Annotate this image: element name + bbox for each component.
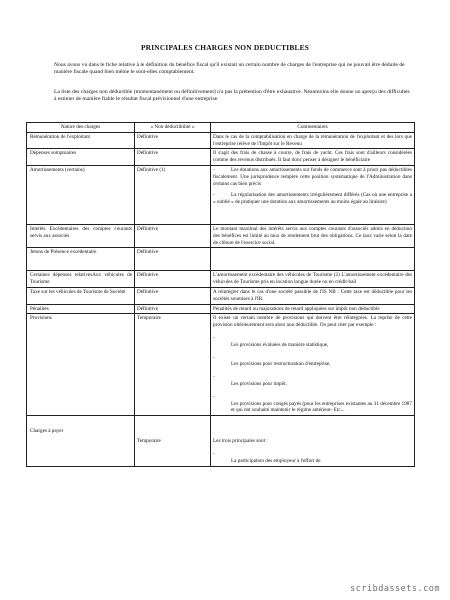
charges-table	[26, 122, 415, 467]
comment-item-text: La régularisation des amortissements irrégulièrement différés (Cas où une entreprise a « oublié » de pratiquer une dotation aux amortissements au moins égale au linéaire)	[213, 192, 412, 206]
row-comment: Il s'agit des frais de chasse à courre, de frais de yacht. Ces frais sont d'ailleurs considérées comme des revenus distribués. Il faut donc penser à désigner le bénéficiaire	[211, 149, 415, 166]
comment-item-text: Les provisions pour congés payés (pour les entreprises existantes au 31 décembre 1987 et qui ont souhaité maintenir le régime antérieur- Etc...	[231, 400, 412, 414]
header-type: « Non déductibilité »	[135, 123, 211, 133]
dash-bullet: -	[213, 450, 215, 457]
row-type: Définitive	[135, 271, 211, 288]
row-comment	[211, 314, 415, 416]
dash-bullet: -	[213, 374, 215, 381]
comment-intro: Il existe un certain nombre de provisions qui doivent être réintégrées. La reprise de cette provision ultérieurement sera alors non déductible. On peut citer par exemple :	[213, 315, 412, 329]
row-comment: Dans le cas de la comptabilisation en charge de la rémunération de l'exploitant et des lors que l'entreprise relève de l'Impôt sur le Revenu	[211, 132, 415, 149]
comment-item	[213, 192, 412, 206]
dash-bullet: -	[213, 393, 215, 400]
row-comment	[211, 416, 415, 466]
row-comment: Le montant maximal des intérêts servis aux comptes courants d'associés admis en déduction des bénéfices est limité au taux de rendement brut des obligations. Ce taux varie selon la date de clôture de l'exercice social.	[211, 224, 415, 247]
row-nature: Intérêts Excédentaires des comptes courants servis aux associés	[27, 224, 135, 247]
table-row	[27, 248, 415, 271]
comment-intro: Les trois principales sont :	[213, 438, 268, 445]
row-type: Temporaire	[135, 314, 211, 416]
table-row	[27, 132, 415, 149]
header-nature: Nature des charges	[27, 123, 135, 133]
row-nature: Rémunération de l'exploitant	[27, 132, 135, 149]
row-nature: Dépenses somptuaires	[27, 149, 135, 166]
row-comment: A réintégrer dans le cas d'une société passible de l'IS NB : Cette taxe est déductible pour les sociétés soumises à l'IR.	[211, 287, 415, 304]
watermark: scribdassets.com	[350, 584, 440, 594]
row-type: Définitive	[135, 149, 211, 166]
row-type: Temporaire	[135, 416, 211, 466]
row-type: Définitive	[135, 304, 211, 314]
row-type: Définitive	[135, 224, 211, 247]
comment-item	[213, 374, 412, 388]
table-row	[27, 314, 415, 416]
table-row	[27, 416, 415, 466]
row-nature: Taxe sur les véhicules de Tourisme de Société	[27, 287, 135, 304]
row-nature: Certaines dépenses relativesAux véhicules de Tourisme	[27, 271, 135, 288]
table-header-row	[27, 123, 415, 133]
row-comment: L'amortissement excédentaire des véhicules de Tourisme (2) L'amortissement excédentaire des véhicules de Tourisme pris en location longue durée ou en crédit-bail	[211, 271, 415, 288]
row-comment	[211, 165, 415, 224]
row-type: Définitive	[135, 132, 211, 149]
comment-item	[213, 451, 412, 465]
comment-item-text: Les provisions pour restructuration d'entreprise,	[231, 361, 331, 368]
dash-bullet: -	[213, 334, 215, 341]
row-comment: Pénalités de retard ou majorations de retard appliquées sur impôt non déductible	[211, 304, 415, 314]
comment-item-text: Les provisions pour impôt,	[231, 380, 287, 387]
dash-bullet: -	[213, 354, 215, 361]
row-type: Définitive (1)	[135, 165, 211, 224]
table-row	[27, 224, 415, 247]
row-type: Définitive	[135, 248, 211, 271]
comment-item-text: Les dotations aux amortissements sur fonds de commerce sont à priori pas déductibles fiscalement. Une jurisprudence tempère cette position systématique de l'Administration dans certains cas bien précis	[213, 166, 412, 187]
comment-item-text: La participation des employeur à l'effort de	[231, 457, 321, 464]
comment-item	[213, 167, 412, 187]
dash-bullet: -	[213, 192, 215, 199]
comment-item	[213, 355, 412, 369]
comment-item	[213, 335, 412, 349]
comment-item-text: Les provisions évaluées de manière statistique,	[231, 341, 329, 348]
table-row	[27, 271, 415, 288]
dash-bullet: -	[213, 166, 215, 173]
row-type: Définitive	[135, 287, 211, 304]
row-nature: Provisions	[27, 314, 135, 416]
intro-paragraph: Nous avons vu dans le fiche relative à le définition du bénéfice fiscal qu'il existait un certain nombre de charges de l'entreprise qui ne pouvait être déduite de manière fiscale quand bien même le sont-elles comptablement.	[54, 62, 405, 76]
table-row	[27, 149, 415, 166]
row-nature: Charges à payer	[27, 416, 135, 466]
header-comments: Commentaires	[211, 123, 415, 133]
comment-item	[213, 394, 412, 414]
table-row	[27, 304, 415, 314]
second-paragraph: La liste des charges non déductible (momentanément ou définitivement) n'a pas la prétention d'être exhaustive. Néanmoins elle donne un aperçu des difficultés à estimer de manière fiable le résultat fiscal prévisionnel d'une entreprise.	[54, 89, 410, 103]
row-nature: Jetons de Présence excédentaire	[27, 248, 135, 271]
row-comment	[211, 248, 415, 271]
document-title: PRINCIPALES CHARGES NON DEDUCTIBLES	[140, 43, 310, 52]
row-nature: Amortissements (certains)	[27, 165, 135, 224]
table-row	[27, 287, 415, 304]
row-nature: Pénalités	[27, 304, 135, 314]
table-row	[27, 165, 415, 224]
